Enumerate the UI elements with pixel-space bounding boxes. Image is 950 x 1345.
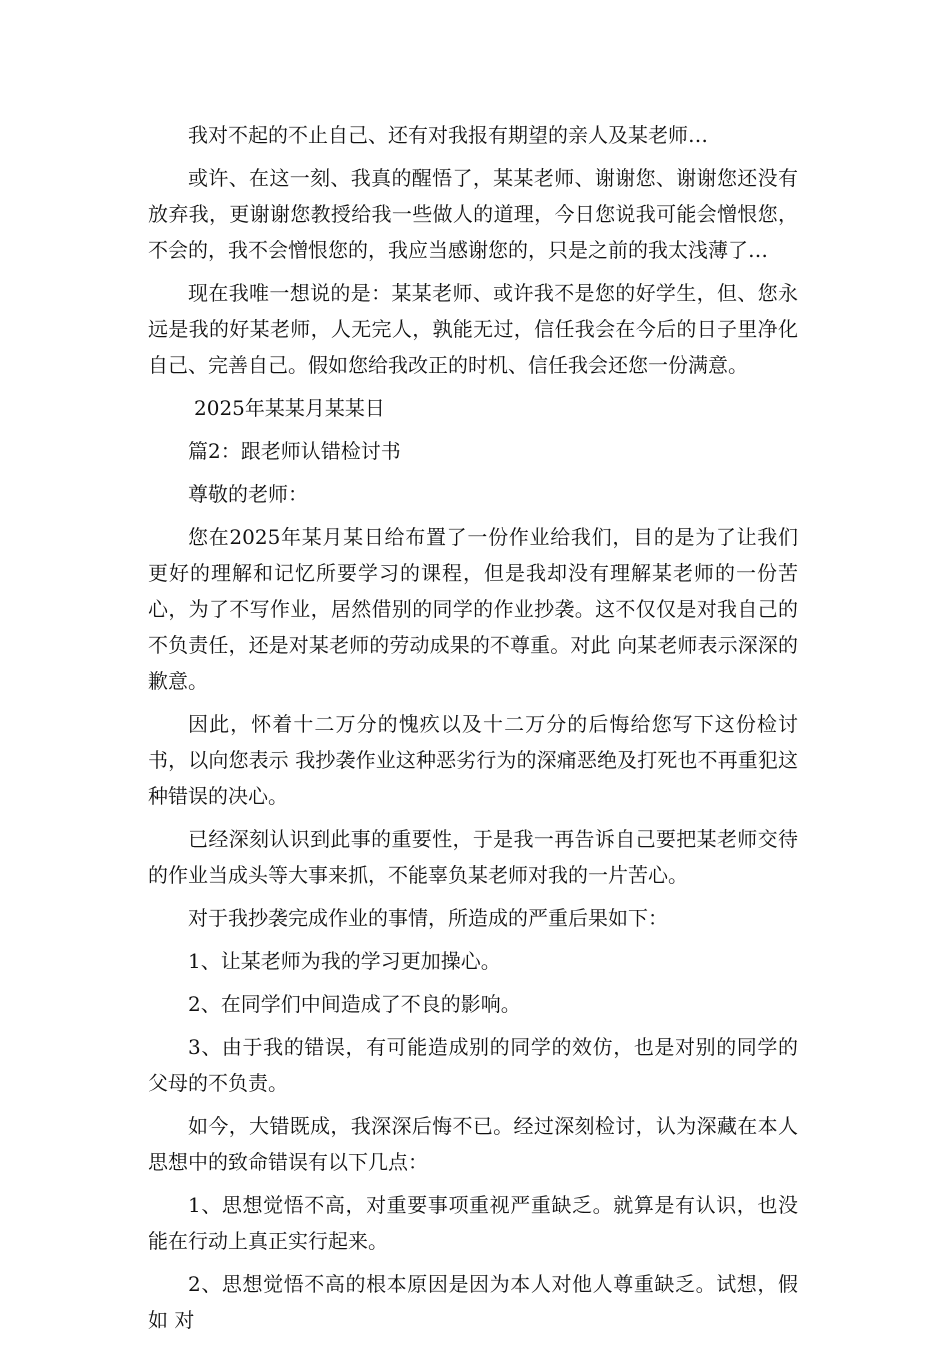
document-body — [148, 117, 798, 1345]
paragraph: 如今，大错既成，我深深后悔不已。经过深刻检讨，认为深藏在本人思想中的致命错误有以下几点： — [148, 1114, 798, 1174]
list-item: 2、在同学们中间造成了不良的影响。 — [188, 992, 521, 1016]
paragraph: 现在我唯一想说的是：某某老师、或许我不是您的好学生，但、您永远是我的好某老师，人无完人，孰能无过，信任我会在今后的日子里净化自己、完善自己。假如您给我改正的时机、信任我会还您一份满意。 — [148, 281, 798, 377]
paragraph: 因此，怀着十二万分的愧疚以及十二万分的后悔给您写下这份检讨书，以向您表示 我抄袭作业这种恶劣行为的深痛恶绝及打死也不再重犯这种错误的决心。 — [148, 712, 798, 808]
paragraph: 您在2025年某月某日给布置了一份作业给我们，目的是为了让我们更好的理解和记忆所要学习的课程，但是我却没有理解某老师的一份苦心，为了不写作业，居然借别的同学的作业抄袭。这不仅仅是对我自己的不负责任，还是对某老师的劳动成果的不尊重。对此 向某老师表示深深的歉意。 — [148, 525, 798, 693]
paragraph: 我对不起的不止自己、还有对我报有期望的亲人及某老师… — [188, 123, 708, 147]
date-line: 2025年某某月某某日 — [194, 396, 385, 420]
paragraph: 已经深刻认识到此事的重要性，于是我一再告诉自己要把某老师交待的作业当成头等大事来抓，不能辜负某老师对我的一片苦心。 — [148, 827, 798, 887]
list-item: 3、由于我的错误，有可能造成别的同学的效仿，也是对别的同学的父母的不负责。 — [148, 1035, 798, 1095]
paragraph: 或许、在这一刻、我真的醒悟了，某某老师、谢谢您、谢谢您还没有放弃我，更谢谢您教授给我一些做人的道理，今日您说我可能会憎恨您，不会的，我不会憎恨您的，我应当感谢您的，只是之前的我太浅薄了… — [148, 166, 798, 262]
paragraph: 对于我抄袭完成作业的事情，所造成的严重后果如下： — [188, 906, 668, 930]
list-item: 1、让某老师为我的学习更加操心。 — [188, 949, 501, 973]
list-item: 1、思想觉悟不高，对重要事项重视严重缺乏。就算是有认识，也没能在行动上真正实行起来。 — [148, 1193, 798, 1253]
section-heading: 篇2：跟老师认错检讨书 — [188, 439, 401, 463]
list-item: 2、思想觉悟不高的根本原因是因为本人对他人尊重缺乏。试想，假如 对 — [148, 1272, 798, 1332]
salutation: 尊敬的老师： — [188, 482, 308, 506]
